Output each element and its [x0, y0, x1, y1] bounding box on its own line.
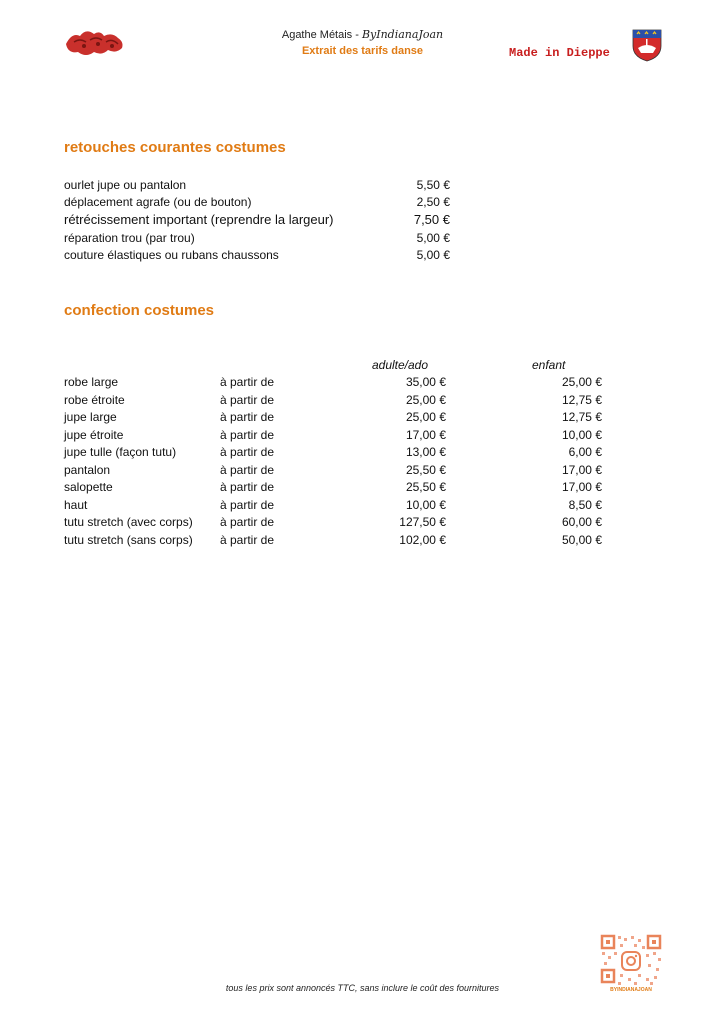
- adult-price: 127,50 €: [399, 515, 446, 529]
- item-price: 5,00 €: [416, 248, 450, 262]
- from-label: à partir de: [220, 480, 275, 494]
- child-price: 60,00 €: [561, 515, 602, 529]
- author-name: Agathe Métais -: [281, 29, 362, 41]
- item-label: jupe large: [64, 410, 117, 424]
- item-price: 7,50 €: [413, 212, 450, 227]
- price-row: [64, 211, 450, 228]
- column-headers: [64, 357, 624, 375]
- child-price: 6,00 €: [568, 445, 602, 459]
- retouches-section-title: retouches courantes costumes: [64, 139, 286, 156]
- item-label: jupe étroite: [64, 427, 124, 442]
- confection-section-title: confection costumes: [64, 302, 215, 319]
- price-row: [64, 177, 450, 194]
- item-label: pantalon: [64, 462, 111, 477]
- adult-price: 25,50 €: [405, 462, 446, 477]
- table-row: [64, 514, 624, 532]
- item-label: robe étroite: [64, 392, 125, 407]
- child-price: 25,00 €: [561, 375, 602, 389]
- item-label: jupe tulle (façon tutu): [64, 445, 177, 459]
- child-price: 8,50 €: [568, 497, 602, 512]
- price-row: [64, 230, 450, 247]
- from-label: à partir de: [220, 497, 275, 512]
- item-label: robe large: [64, 375, 119, 389]
- dieppe-shield-icon: [630, 28, 664, 62]
- table-row: [64, 532, 624, 550]
- adult-price: 102,00 €: [399, 532, 446, 547]
- item-label: tutu stretch (avec corps): [64, 515, 193, 529]
- item-label: déplacement agrafe (ou de bouton): [64, 195, 252, 209]
- from-label: à partir de: [220, 532, 275, 547]
- qr-label: BYINDIANAJOAN: [610, 987, 652, 993]
- column-header-adult: adulte/ado: [371, 358, 429, 372]
- from-label: à partir de: [220, 427, 275, 442]
- adult-price: 17,00 €: [405, 427, 446, 442]
- adult-price: 25,50 €: [405, 480, 446, 494]
- item-label: ourlet jupe ou pantalon: [64, 178, 187, 192]
- item-price: 5,50 €: [416, 178, 450, 192]
- adult-price: 13,00 €: [405, 445, 446, 459]
- from-label: à partir de: [220, 445, 275, 459]
- item-label: réparation trou (par trou): [64, 231, 195, 245]
- from-label: à partir de: [220, 375, 275, 389]
- item-label: couture élastiques ou rubans chaussons: [64, 248, 279, 262]
- from-label: à partir de: [220, 392, 275, 407]
- item-label: haut: [64, 497, 88, 512]
- table-row: [64, 392, 624, 410]
- adult-price: 25,00 €: [405, 392, 446, 407]
- column-header-child: enfant: [532, 358, 566, 372]
- child-price: 12,75 €: [561, 410, 602, 424]
- item-price: 2,50 €: [416, 195, 450, 209]
- price-row: [64, 194, 450, 211]
- from-label: à partir de: [220, 515, 275, 529]
- document-subtitle: Extrait des tarifs danse: [301, 45, 424, 57]
- item-label: salopette: [64, 480, 113, 494]
- item-label: tutu stretch (sans corps): [64, 532, 193, 547]
- adult-price: 25,00 €: [405, 410, 446, 424]
- adult-price: 35,00 €: [405, 375, 446, 389]
- item-price: 5,00 €: [416, 231, 450, 245]
- from-label: à partir de: [220, 410, 275, 424]
- brand-name: ByIndianaJoan: [361, 28, 444, 41]
- table-row: [64, 427, 624, 445]
- made-in-label: Made in Dieppe: [509, 46, 610, 60]
- from-label: à partir de: [220, 462, 275, 477]
- table-row: [64, 462, 624, 480]
- adult-price: 10,00 €: [405, 497, 446, 512]
- footer-note: tous les prix sont annoncés TTC, sans inclure le coût des fournitures: [225, 983, 500, 993]
- child-price: 50,00 €: [561, 532, 602, 547]
- table-row: [64, 497, 624, 515]
- child-price: 10,00 €: [561, 427, 602, 442]
- item-label: rétrécissement important (reprendre la largeur): [64, 212, 334, 227]
- child-price: 17,00 €: [561, 462, 602, 477]
- table-row: [64, 409, 624, 427]
- table-row: [64, 479, 624, 497]
- price-row: [64, 247, 450, 264]
- table-row: [64, 374, 624, 392]
- child-price: 17,00 €: [561, 480, 602, 494]
- table-row: [64, 444, 624, 462]
- child-price: 12,75 €: [561, 392, 602, 407]
- header-author-line: [0, 28, 725, 41]
